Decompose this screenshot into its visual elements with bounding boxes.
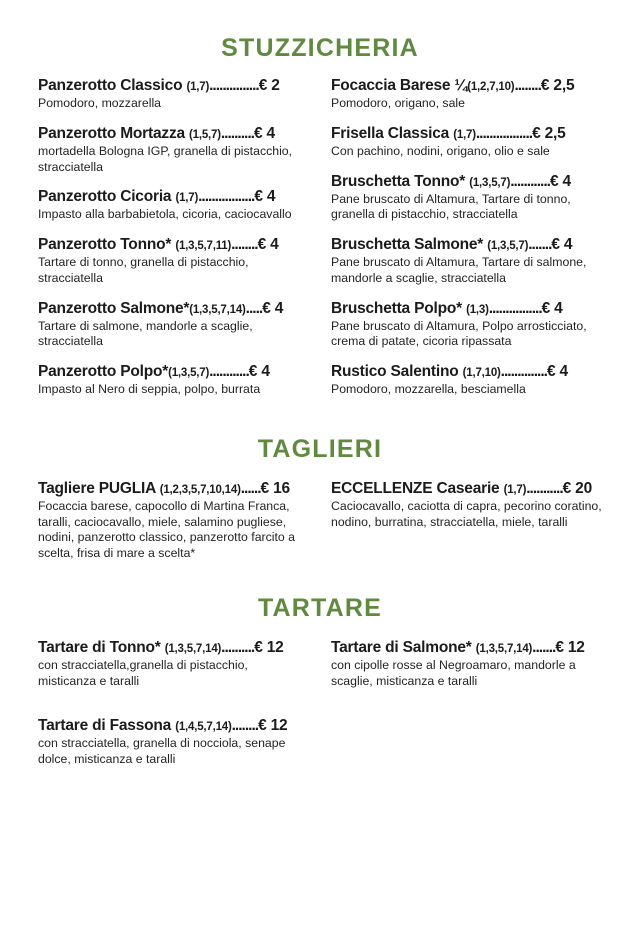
menu-item-name: Tartare di Tonno* <box>38 638 161 656</box>
section-taglieri <box>38 480 602 572</box>
menu-item <box>38 300 309 351</box>
menu-item-head <box>331 173 602 190</box>
menu-item <box>38 639 309 690</box>
menu-item-dots: ....... <box>532 638 556 656</box>
section-title-tartare: TARTARE <box>257 593 383 622</box>
menu-item <box>331 300 602 351</box>
menu-item-head <box>38 363 309 380</box>
menu-item <box>38 77 309 112</box>
menu-item-allergens: (1,7,10) <box>462 367 501 380</box>
menu-item-allergens: (1,3,5,7,14) <box>164 642 222 655</box>
menu-item-description: con stracciatella, granella di nocciola, senape dolce, misticanza e taralli <box>38 736 286 767</box>
menu-item-price: € 4 <box>262 299 284 317</box>
menu-item-head <box>38 125 309 142</box>
menu-item <box>331 173 602 224</box>
menu-item-price: € 20 <box>562 479 592 497</box>
menu-item-description: Impasto alla barbabietola, cicoria, caciocavallo <box>38 207 292 222</box>
section-title-stuzzicheria: STUZZICHERIA <box>221 34 419 62</box>
menu-item-description: con cipolle rosse al Negroamaro, mandorle a scaglie, misticanza e taralli <box>331 657 576 688</box>
menu-item-price: € 16 <box>260 479 290 497</box>
menu-item-head <box>331 363 602 380</box>
menu-item-head <box>38 480 309 497</box>
menu-item-head <box>38 300 309 317</box>
menu-item-allergens: (1,7) <box>453 128 476 141</box>
menu-item-dots: .......... <box>220 124 254 142</box>
menu-item-price: € 12 <box>258 717 288 735</box>
menu-item-head <box>331 639 602 656</box>
menu-item-description: Caciocavallo, caciotta di capra, pecorino coratino, nodino, burratina, stracciatella, miele, taralli <box>331 498 602 529</box>
menu-item-name: Frisella Classica <box>331 124 450 142</box>
menu-item-allergens: (1,4,5,7,14) <box>175 721 232 734</box>
menu-item-allergens: (1,3,5,7,14) <box>189 303 246 316</box>
menu-item-allergens: (1,3,5,7) <box>487 240 529 253</box>
menu-item-description: Pomodoro, mozzarella <box>38 96 162 111</box>
taglieri-left-column <box>38 480 309 572</box>
menu-item-price: € 4 <box>551 236 573 254</box>
menu-item-head <box>38 77 309 94</box>
menu-item-dots: ........ <box>231 236 258 254</box>
menu-item-head <box>331 300 602 317</box>
menu-item-allergens: (1,7) <box>175 192 199 205</box>
menu-item-name: Bruschetta Salmone* <box>331 236 484 254</box>
menu-item-dots: .............. <box>500 363 547 381</box>
menu-item <box>38 480 309 562</box>
menu-item-description: Impasto al Nero di seppia, polpo, burrata <box>38 382 261 397</box>
menu-item-name: Tartare di Fassona <box>38 717 172 735</box>
menu-item-price: € 2,5 <box>532 124 566 142</box>
menu-item-head <box>38 188 309 205</box>
stuzzicheria-left-column <box>38 77 309 411</box>
menu-item-dots: ........ <box>514 77 541 94</box>
menu-item-name: Bruschetta Tonno* <box>331 172 466 190</box>
menu-item-description: Pane bruscato di Altamura, Polpo arrosticciato, crema di patate, cicoria ripassata <box>331 318 587 349</box>
menu-item-dots: ....... <box>528 236 552 254</box>
menu-item-description: Pomodoro, origano, sale <box>331 96 465 111</box>
menu-item-dots: ........ <box>231 717 259 735</box>
menu-item-allergens: (1,7) <box>186 81 210 93</box>
menu-item-price: € 4 <box>546 363 568 381</box>
menu-item-dots: ............ <box>510 172 550 190</box>
section-tartare <box>38 639 602 778</box>
menu-item-head <box>331 125 602 142</box>
tartare-left-column <box>38 639 309 778</box>
menu-item-description: Focaccia barese, capocollo di Martina Franca, taralli, caciocavallo, miele, salamino pugliese, nodini, panzerotto classico, panzerotto farcito a scelta, frisa di mare a scelta* <box>38 498 296 561</box>
menu-item-description: Tartare di salmone, mandorle a scaglie, stracciatella <box>38 318 253 349</box>
menu-item-head <box>38 717 309 734</box>
menu-item-name: Panzerotto Salmone* <box>38 299 190 317</box>
menu-item-head <box>331 236 602 253</box>
menu-item-allergens: (1,2,3,5,7,10,14) <box>159 483 241 496</box>
section-title-taglieri: TAGLIERI <box>257 434 383 463</box>
menu-item-description: Pane bruscato di Altamura, Tartare di salmone, mandorle a scaglie, stracciatella <box>331 255 587 285</box>
menu-item-head <box>38 236 309 253</box>
menu-item-description: Tartare di tonno, granella di pistacchio, stracciatella <box>38 255 249 285</box>
tartare-right-column <box>331 639 602 778</box>
menu-item-allergens: (1,3,5,7,14) <box>475 642 533 655</box>
menu-item-description: con stracciatella,granella di pistacchio, misticanza e taralli <box>38 657 248 688</box>
menu-item-description: mortadella Bologna IGP, granella di pistacchio, stracciatella <box>38 143 293 174</box>
menu-item-allergens: (1,3,5,7,11) <box>175 240 232 253</box>
menu-item-head <box>331 480 602 497</box>
menu-item <box>331 639 602 690</box>
menu-item-price: € 4 <box>253 124 275 142</box>
menu-item-name: Panzerotto Polpo* <box>38 363 169 381</box>
menu-item-name: Tartare di Salmone* <box>331 638 472 656</box>
menu-item-dots: ...... <box>240 479 261 497</box>
menu-item-name: Panzerotto Tonno* <box>38 236 172 254</box>
menu-item <box>331 363 602 398</box>
menu-item-name: Panzerotto Mortazza <box>38 124 185 142</box>
menu-item-price: € 12 <box>555 638 585 656</box>
menu-item-price: € 4 <box>254 188 276 206</box>
menu-item-dots: ..... <box>245 299 263 317</box>
menu-item-allergens: (1,5,7) <box>189 128 221 141</box>
menu-item-dots: ................ <box>488 299 542 317</box>
menu-item-name: Rustico Salentino <box>331 363 459 381</box>
menu-page <box>0 34 640 942</box>
menu-item-dots: ............... <box>209 77 259 94</box>
menu-item-price: € 4 <box>549 172 571 190</box>
menu-item-allergens: (1,7) <box>503 483 527 496</box>
menu-item-price: € 2,5 <box>540 77 575 94</box>
menu-item-description: Pane bruscato di Altamura, Tartare di tonno, granella di pistacchio, stracciatella <box>331 191 571 222</box>
menu-item-allergens: (1,3,5,7) <box>469 176 511 189</box>
menu-item-dots: ................. <box>198 188 255 206</box>
menu-item-name: Panzerotto Classico <box>38 77 183 94</box>
menu-item <box>38 236 309 287</box>
menu-item-price: € 4 <box>541 299 563 317</box>
menu-item-dots: ................. <box>475 124 533 142</box>
menu-item-allergens: (1,3,5,7) <box>168 367 210 380</box>
menu-item-dots: ........... <box>526 479 563 497</box>
menu-item <box>38 125 309 176</box>
menu-item-price: € 4 <box>257 236 279 254</box>
menu-item-description: Con pachino, nodini, origano, olio e sale <box>331 143 550 158</box>
menu-item <box>331 480 602 531</box>
menu-item-allergens: (1,2,7,10) <box>467 81 515 93</box>
menu-item <box>331 125 602 160</box>
menu-item-head <box>331 77 602 94</box>
menu-item-description: Pomodoro, mozzarella, besciamella <box>331 382 526 397</box>
menu-item-allergens: (1,3) <box>466 303 489 316</box>
menu-item <box>331 77 602 112</box>
menu-item <box>38 717 309 768</box>
menu-item-name: Focaccia Barese ¼ <box>331 77 468 94</box>
menu-item-dots: ............ <box>209 363 249 381</box>
section-stuzzicheria <box>38 77 602 411</box>
menu-item <box>38 188 309 223</box>
menu-item <box>331 236 602 287</box>
stuzzicheria-right-column <box>331 77 602 411</box>
menu-item-price: € 4 <box>248 363 270 381</box>
menu-item-dots: .......... <box>221 638 255 656</box>
menu-item <box>38 363 309 398</box>
menu-item-name: Bruschetta Polpo* <box>331 299 462 317</box>
menu-item-price: € 2 <box>258 77 280 94</box>
menu-item-head <box>38 639 309 656</box>
menu-item-name: Tagliere PUGLIA <box>38 479 156 497</box>
menu-item-name: Panzerotto Cicoria <box>38 188 172 206</box>
menu-item-price: € 12 <box>254 638 284 656</box>
menu-item-name: ECCELLENZE Casearie <box>331 479 500 497</box>
taglieri-right-column <box>331 480 602 572</box>
